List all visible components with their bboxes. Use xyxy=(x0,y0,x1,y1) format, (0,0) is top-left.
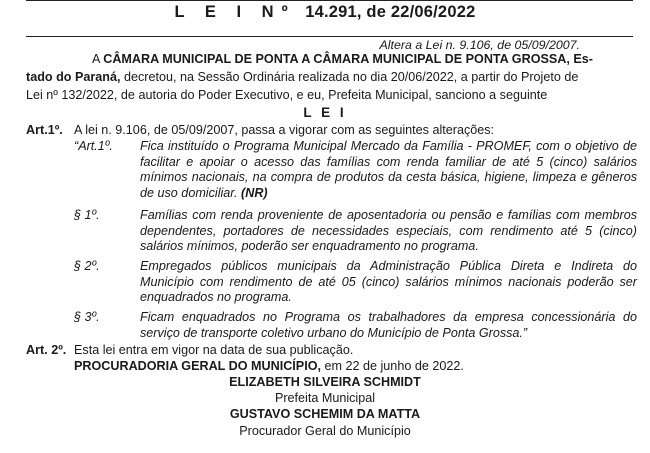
art1-intro: A lei n. 9.106, de 05/09/2007, passa a vigorar com as seguintes alterações: xyxy=(74,123,495,137)
art1-label: Art.1º. xyxy=(26,123,63,137)
closing-date: em 22 de junho de 2022. xyxy=(321,359,464,373)
signer2-role: Procurador Geral do Município xyxy=(239,424,411,438)
law-title xyxy=(0,3,650,22)
preamble-state: tado do Paraná, xyxy=(26,70,121,84)
nr-tag: (NR) xyxy=(241,185,268,200)
preamble-line-3: Lei nº 132/2022, de autoria do Poder Executivo, e eu, Prefeita Municipal, sanciono a seguinte xyxy=(26,88,548,102)
quoted-art1-body: Fica instituído o Programa Municipal Mercado da Família - PROMEF, com o objetivo de facilitar e apoiar o acesso das famílias com renda familiar de até 5 (cinco) salários mínimos nacionais, na compra de produtos da cesta básica, higiene, limpeza e gêneros de uso domiciliar. xyxy=(140,139,637,200)
preamble-article: A xyxy=(92,52,104,66)
quoted-art1-label: “Art.1º. xyxy=(74,139,113,153)
signer2-name: GUSTAVO SCHEMIM DA MATTA xyxy=(229,407,421,421)
quoted-art1-text xyxy=(140,139,637,201)
paragraph-3-label: § 3º. xyxy=(74,310,100,324)
closing-office: PROCURADORIA GERAL DO MUNICÍPIO, xyxy=(74,359,321,373)
title-rule xyxy=(26,36,633,37)
preamble-council: CÂMARA MUNICIPAL DE PONTA A CÂMARA MUNICIPAL DE PONTA GROSSA, Es- xyxy=(103,52,593,66)
law-title-number: 14.291, de 22/06/2022 xyxy=(305,3,476,21)
paragraph-2-text: Empregados públicos municipais da Administração Pública Direta e Indireta do Município com rendimento de até 05 (cinco) salários mínimos nacionais poderão ser enquadrados no programa. xyxy=(140,259,637,305)
lei-heading: L E I xyxy=(303,105,347,120)
top-rule xyxy=(26,0,633,1)
signer1-name: ELIZABETH SILVEIRA SCHMIDT xyxy=(229,375,421,389)
art2-label: Art. 2º. xyxy=(26,343,67,357)
art2-text: Esta lei entra em vigor na data de sua publicação. xyxy=(74,343,354,357)
preamble-decree: decretou, na Sessão Ordinária realizada no dia 20/06/2022, a partir do Projeto de xyxy=(120,70,579,84)
paragraph-1-label: § 1º. xyxy=(74,208,100,222)
signer1-role: Prefeita Municipal xyxy=(274,391,376,405)
paragraph-2-label: § 2º. xyxy=(74,259,100,273)
paragraph-1-text: Famílias com renda proveniente de aposentadoria ou pensão e famílias com membros dependentes, portadores de necessidades especiais, com rendimento até 5 (cinco) salários mínimos, poderão ser enquadramento no programa. xyxy=(140,208,637,254)
law-title-prefix: L E I Nº xyxy=(174,3,296,21)
preamble-line-1 xyxy=(92,52,593,67)
closing-line xyxy=(74,359,464,374)
preamble-line-2 xyxy=(26,70,578,85)
paragraph-3-text: Ficam enquadrados no Programa os trabalhadores da empresa concessionária do serviço de transporte coletivo urbano do Município de Ponta Grossa.” xyxy=(140,310,637,340)
alters-note: Altera a Lei n. 9.106, de 05/09/2007. xyxy=(379,38,580,52)
